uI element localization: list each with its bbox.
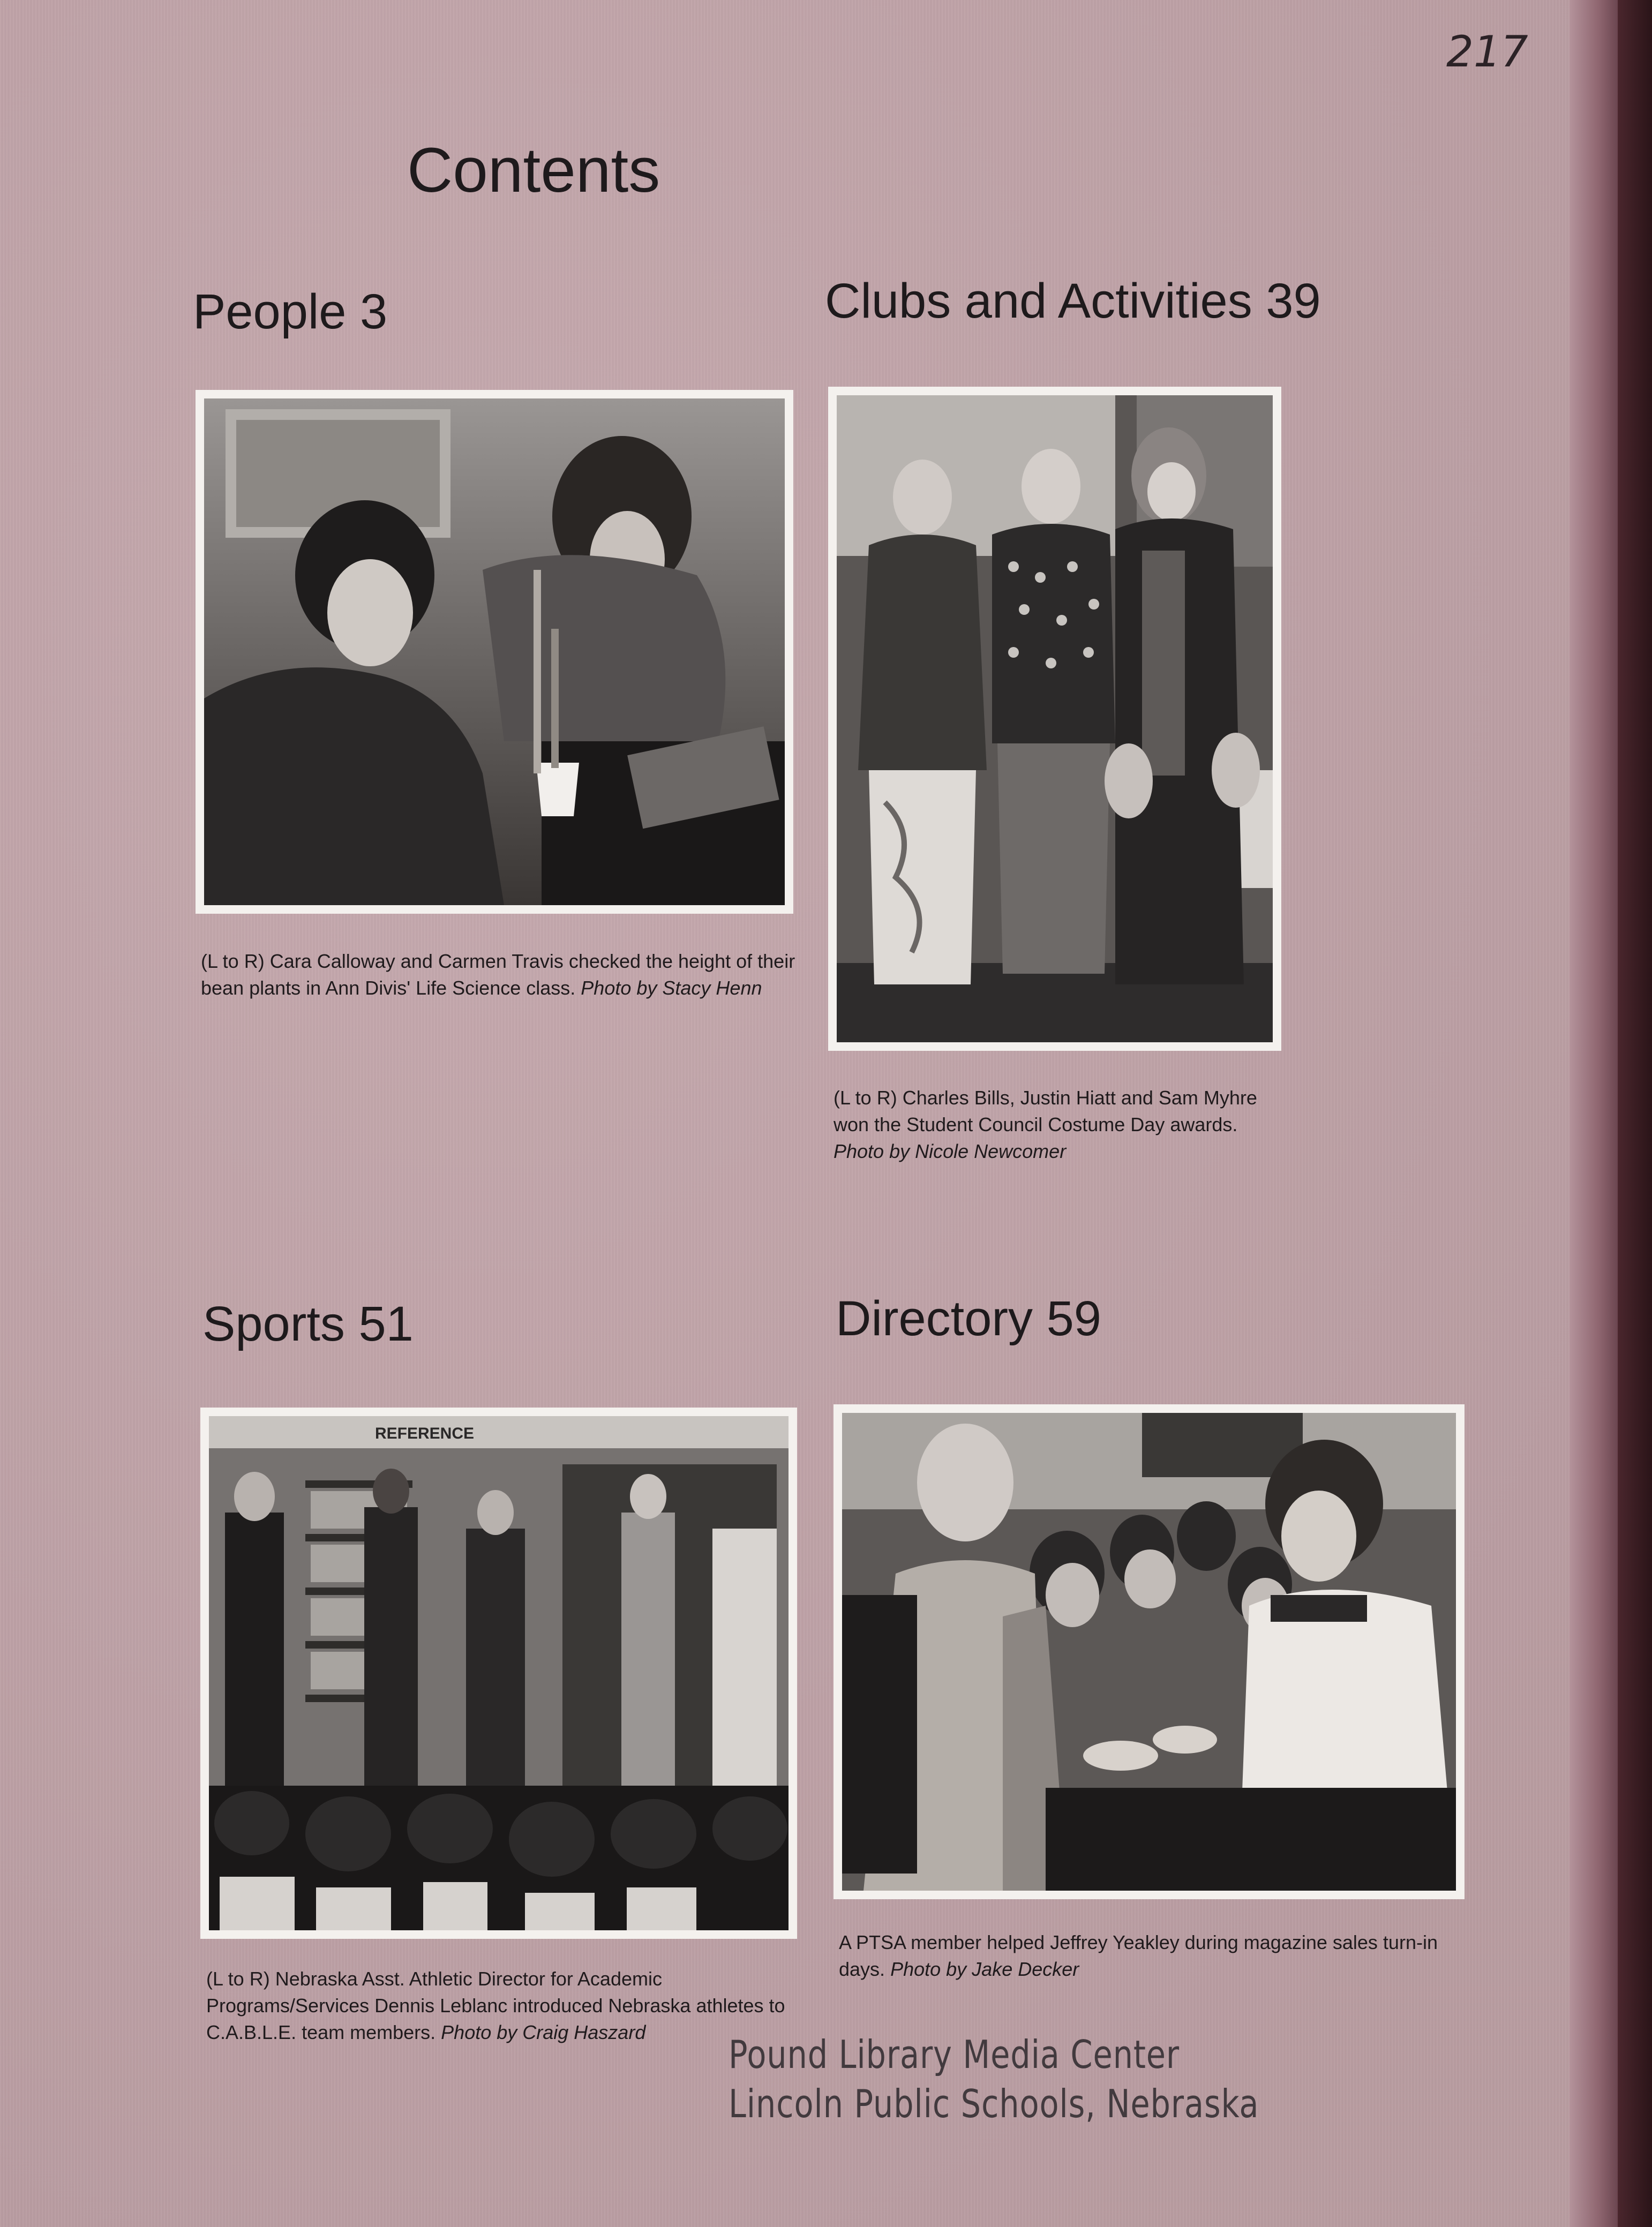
photo-sports-image (209, 1416, 789, 1930)
section-heading-people: People 3 (193, 284, 388, 339)
caption-people-text: (L to R) Cara Calloway and Carmen Travis checked the height of their bean plants in Ann Divis' Life Science class. (201, 950, 795, 999)
book-edge (1618, 0, 1652, 2227)
caption-sports-text: (L to R) Nebraska Asst. Athletic Director for Academic Programs/Services Dennis Leblanc introduced Nebraska athletes to C.A.B.L.E. team members. (206, 1968, 785, 2043)
section-heading-sports: Sports 51 (202, 1297, 414, 1351)
photo-people-image (204, 398, 785, 905)
caption-clubs-text: (L to R) Charles Bills, Justin Hiatt and Sam Myhre won the Student Council Costume Day awards. (833, 1087, 1257, 1135)
library-stamp (729, 2030, 1259, 2128)
section-heading-clubs: Clubs and Activities 39 (825, 274, 1321, 328)
page-spine (1570, 0, 1618, 2227)
caption-sports (206, 1966, 795, 2046)
section-heading-directory: Directory 59 (836, 1291, 1101, 1346)
library-stamp-line2: Lincoln Public Schools, Nebraska (729, 2081, 1259, 2126)
caption-people (201, 948, 795, 1002)
library-stamp-line1: Pound Library Media Center (729, 2032, 1180, 2077)
caption-directory-text: A PTSA member helped Jeffrey Yeakley during magazine sales turn-in days. (839, 1931, 1438, 1980)
caption-clubs (833, 1085, 1289, 1165)
photo-directory (833, 1404, 1465, 1899)
caption-directory (839, 1929, 1471, 1983)
photo-clubs (828, 387, 1281, 1051)
photo-credit-sports: Photo by Craig Haszard (441, 2021, 646, 2043)
photo-sports (200, 1408, 797, 1939)
page-number: 217 (1446, 27, 1528, 77)
photo-people (196, 390, 793, 914)
page-title: Contents (407, 135, 660, 206)
photo-credit-people: Photo by Stacy Henn (581, 977, 762, 999)
photo-credit-directory: Photo by Jake Decker (890, 1958, 1079, 1980)
photo-directory-image (842, 1413, 1456, 1891)
photo-credit-clubs: Photo by Nicole Newcomer (833, 1140, 1067, 1162)
photo-sign-reference: REFERENCE (375, 1425, 475, 1442)
photo-clubs-image (837, 395, 1273, 1042)
